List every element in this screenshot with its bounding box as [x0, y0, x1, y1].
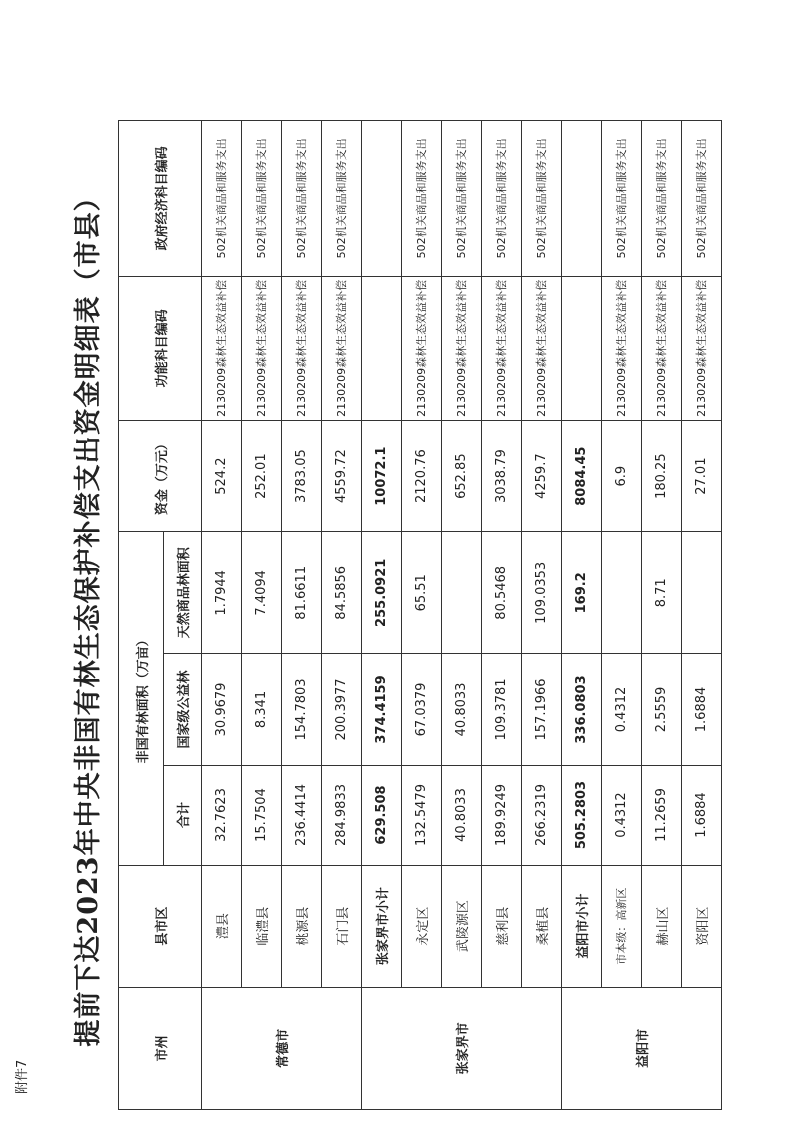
gov-code-cell: 502机关商品和服务支出: [482, 121, 522, 277]
funds-cell: 524.2: [202, 421, 242, 532]
funds-cell: 652.85: [442, 421, 482, 532]
total-cell: 505.2803: [562, 765, 602, 865]
national-cell: 30.9679: [202, 654, 242, 765]
gov-code-cell: 502机关商品和服务支出: [682, 121, 722, 277]
total-cell: 11.2659: [642, 765, 682, 865]
header-gov-code: 政府经济科目编码: [119, 121, 202, 277]
gov-code-cell: 502机关商品和服务支出: [282, 121, 322, 277]
total-cell: 284.9833: [322, 765, 362, 865]
table-row: [442, 121, 482, 1110]
funds-cell: 252.01: [242, 421, 282, 532]
county-cell: 临澧县: [242, 865, 282, 987]
county-cell: 慈利县: [482, 865, 522, 987]
natural-cell: 80.5468: [482, 532, 522, 654]
natural-cell: 7.4094: [242, 532, 282, 654]
total-cell: 132.5479: [402, 765, 442, 865]
table-row: [482, 121, 522, 1110]
header-county: 县市区: [119, 865, 202, 987]
funds-cell: 3038.79: [482, 421, 522, 532]
subtotal-row: [362, 121, 402, 1110]
gov-code-cell: [562, 121, 602, 277]
func-code-cell: [562, 276, 602, 420]
natural-cell: [602, 532, 642, 654]
natural-cell: 169.2: [562, 532, 602, 654]
funds-cell: 6.9: [602, 421, 642, 532]
gov-code-cell: 502机关商品和服务支出: [602, 121, 642, 277]
county-cell: 桑植县: [522, 865, 562, 987]
func-code-cell: 2130209森林生态效益补偿: [242, 276, 282, 420]
gov-code-cell: 502机关商品和服务支出: [202, 121, 242, 277]
funds-cell: 180.25: [642, 421, 682, 532]
header-func-code: 功能科目编码: [119, 276, 202, 420]
header-national: 国家级公益林: [164, 654, 202, 765]
funds-cell: 4559.72: [322, 421, 362, 532]
table-row: [642, 121, 682, 1110]
county-cell: 资阳区: [682, 865, 722, 987]
gov-code-cell: 502机关商品和服务支出: [642, 121, 682, 277]
county-cell: 益阳市小计: [562, 865, 602, 987]
table-row: [682, 121, 722, 1110]
table-row: [282, 121, 322, 1110]
func-code-cell: 2130209森林生态效益补偿: [482, 276, 522, 420]
gov-code-cell: [362, 121, 402, 277]
natural-cell: 255.0921: [362, 532, 402, 654]
national-cell: 8.341: [242, 654, 282, 765]
total-cell: 1.6884: [682, 765, 722, 865]
national-cell: 1.6884: [682, 654, 722, 765]
national-cell: 336.0803: [562, 654, 602, 765]
national-cell: 40.8033: [442, 654, 482, 765]
county-cell: 武陵源区: [442, 865, 482, 987]
city-cell: 常德市: [202, 987, 362, 1109]
rotated-sheet: [60, 120, 760, 1110]
county-cell: 市本级：高新区: [602, 865, 642, 987]
total-cell: 40.8033: [442, 765, 482, 865]
gov-code-cell: 502机关商品和服务支出: [442, 121, 482, 277]
funds-cell: 27.01: [682, 421, 722, 532]
func-code-cell: 2130209森林生态效益补偿: [682, 276, 722, 420]
city-cell: 益阳市: [562, 987, 722, 1109]
func-code-cell: 2130209森林生态效益补偿: [442, 276, 482, 420]
national-cell: 0.4312: [602, 654, 642, 765]
header-area-group: 非国有林面积（万亩）: [119, 532, 164, 865]
func-code-cell: 2130209森林生态效益补偿: [202, 276, 242, 420]
national-cell: 374.4159: [362, 654, 402, 765]
func-code-cell: 2130209森林生态效益补偿: [402, 276, 442, 420]
subtotal-row: [562, 121, 602, 1110]
gov-code-cell: 502机关商品和服务支出: [402, 121, 442, 277]
total-cell: 266.2319: [522, 765, 562, 865]
table-row: [242, 121, 282, 1110]
natural-cell: 8.71: [642, 532, 682, 654]
national-cell: 200.3977: [322, 654, 362, 765]
funds-cell: 8084.45: [562, 421, 602, 532]
national-cell: 67.0379: [402, 654, 442, 765]
total-cell: 629.508: [362, 765, 402, 865]
county-cell: 桃源县: [282, 865, 322, 987]
county-cell: 张家界市小计: [362, 865, 402, 987]
natural-cell: 84.5856: [322, 532, 362, 654]
table-row: [522, 121, 562, 1110]
county-cell: 永定区: [402, 865, 442, 987]
natural-cell: [682, 532, 722, 654]
funds-cell: 3783.05: [282, 421, 322, 532]
natural-cell: 65.51: [402, 532, 442, 654]
func-code-cell: 2130209森林生态效益补偿: [282, 276, 322, 420]
func-code-cell: 2130209森林生态效益补偿: [602, 276, 642, 420]
total-cell: 32.7623: [202, 765, 242, 865]
header-total: 合计: [164, 765, 202, 865]
table-row: [402, 121, 442, 1110]
page-title: 提前下达2023年中央非国有林生态保护补偿支出资金明细表（市县）: [73, 183, 104, 1047]
funds-cell: 2120.76: [402, 421, 442, 532]
total-cell: 189.9249: [482, 765, 522, 865]
national-cell: 2.5559: [642, 654, 682, 765]
total-cell: 236.4414: [282, 765, 322, 865]
funds-cell: 10072.1: [362, 421, 402, 532]
county-cell: 澧县: [202, 865, 242, 987]
county-cell: 赫山区: [642, 865, 682, 987]
header-natural: 天然商品林面积: [164, 532, 202, 654]
national-cell: 154.7803: [282, 654, 322, 765]
gov-code-cell: 502机关商品和服务支出: [322, 121, 362, 277]
table-row: [322, 121, 362, 1110]
county-cell: 石门县: [322, 865, 362, 987]
gov-code-cell: 502机关商品和服务支出: [522, 121, 562, 277]
national-cell: 157.1966: [522, 654, 562, 765]
natural-cell: 109.0353: [522, 532, 562, 654]
city-cell: 张家界市: [362, 987, 562, 1109]
table-row: [602, 121, 642, 1110]
header-city: 市州: [119, 987, 202, 1109]
natural-cell: 1.7944: [202, 532, 242, 654]
table-row: [202, 121, 242, 1110]
total-cell: 0.4312: [602, 765, 642, 865]
func-code-cell: 2130209森林生态效益补偿: [522, 276, 562, 420]
func-code-cell: [362, 276, 402, 420]
funds-table: [118, 120, 722, 1110]
func-code-cell: 2130209森林生态效益补偿: [642, 276, 682, 420]
gov-code-cell: 502机关商品和服务支出: [242, 121, 282, 277]
natural-cell: [442, 532, 482, 654]
total-cell: 15.7504: [242, 765, 282, 865]
attachment-label: 附件7: [15, 1059, 30, 1094]
funds-cell: 4259.7: [522, 421, 562, 532]
func-code-cell: 2130209森林生态效益补偿: [322, 276, 362, 420]
natural-cell: 81.6611: [282, 532, 322, 654]
header-funds: 资金（万元）: [119, 421, 202, 532]
national-cell: 109.3781: [482, 654, 522, 765]
